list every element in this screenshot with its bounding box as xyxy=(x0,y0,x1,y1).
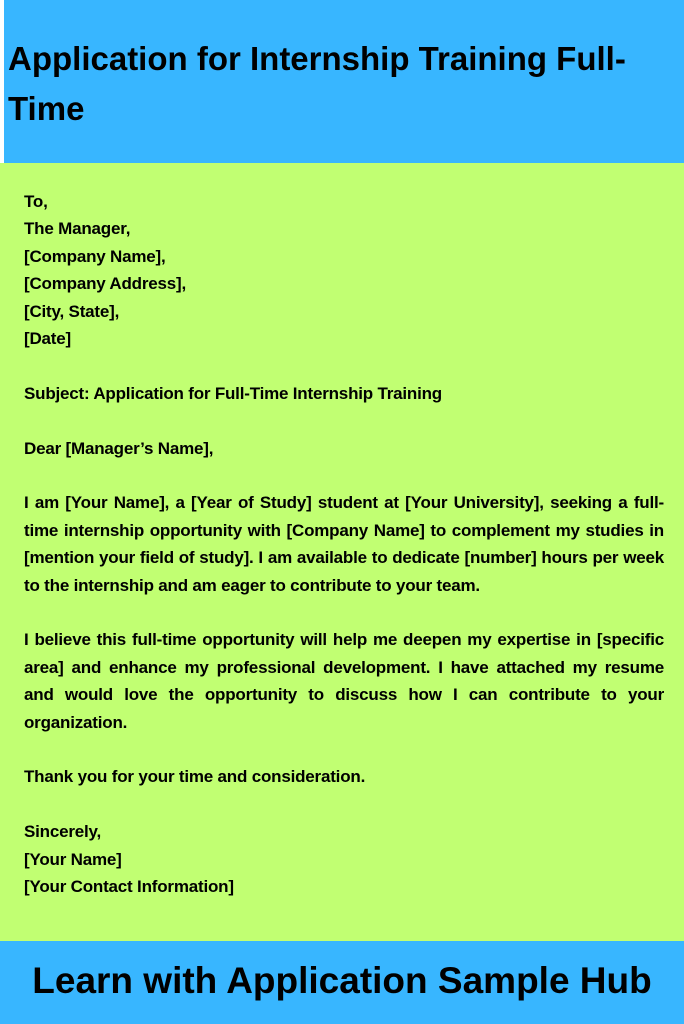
closing-contact: [Your Contact Information] xyxy=(24,877,234,897)
footer-banner xyxy=(0,941,684,1024)
address-to: To, xyxy=(24,192,48,211)
spacer xyxy=(24,791,664,818)
footer-brand-text: Learn with Application Sample Hub xyxy=(32,960,652,1001)
letter-panel xyxy=(0,163,684,941)
spacer xyxy=(24,462,664,489)
letter-paragraph-intro: I am [Your Name], a [Year of Study] student at [Your University], seeking a full-time internship opportunity with [Company Name] to complement my studies in [mention your field of study]. I am available to dedicate [number] hours per week to the internship and am eager to contribute to your team. xyxy=(24,493,664,595)
address-company-address: [Company Address], xyxy=(24,274,187,294)
spacer xyxy=(24,352,664,379)
spacer xyxy=(24,736,664,763)
letter-paragraph-motivation: I believe this full-time opportunity will help me deepen my expertise in [specific area] and enhance my professional development. I have attached my resume and would love the opportunity to discuss how I can contribute to your organization. xyxy=(24,630,664,732)
address-recipient: The Manager, xyxy=(24,219,131,239)
letter-salutation: Dear [Manager’s Name], xyxy=(24,438,214,458)
closing-name: [Your Name] xyxy=(24,849,122,869)
spacer xyxy=(24,599,664,626)
page-title: Application for Internship Training Full-Time xyxy=(8,40,626,127)
header-banner xyxy=(4,0,684,163)
address-company-name: [Company Name], xyxy=(24,246,166,266)
letter-thanks: Thank you for your time and consideration. xyxy=(24,767,366,787)
closing-signoff: Sincerely, xyxy=(24,822,102,842)
spacer xyxy=(24,407,664,434)
address-city-state: [City, State], xyxy=(24,301,120,321)
letter-subject: Subject: Application for Full-Time Internship Training xyxy=(24,383,442,403)
letter-body xyxy=(24,188,664,900)
address-date: [Date] xyxy=(24,329,71,349)
